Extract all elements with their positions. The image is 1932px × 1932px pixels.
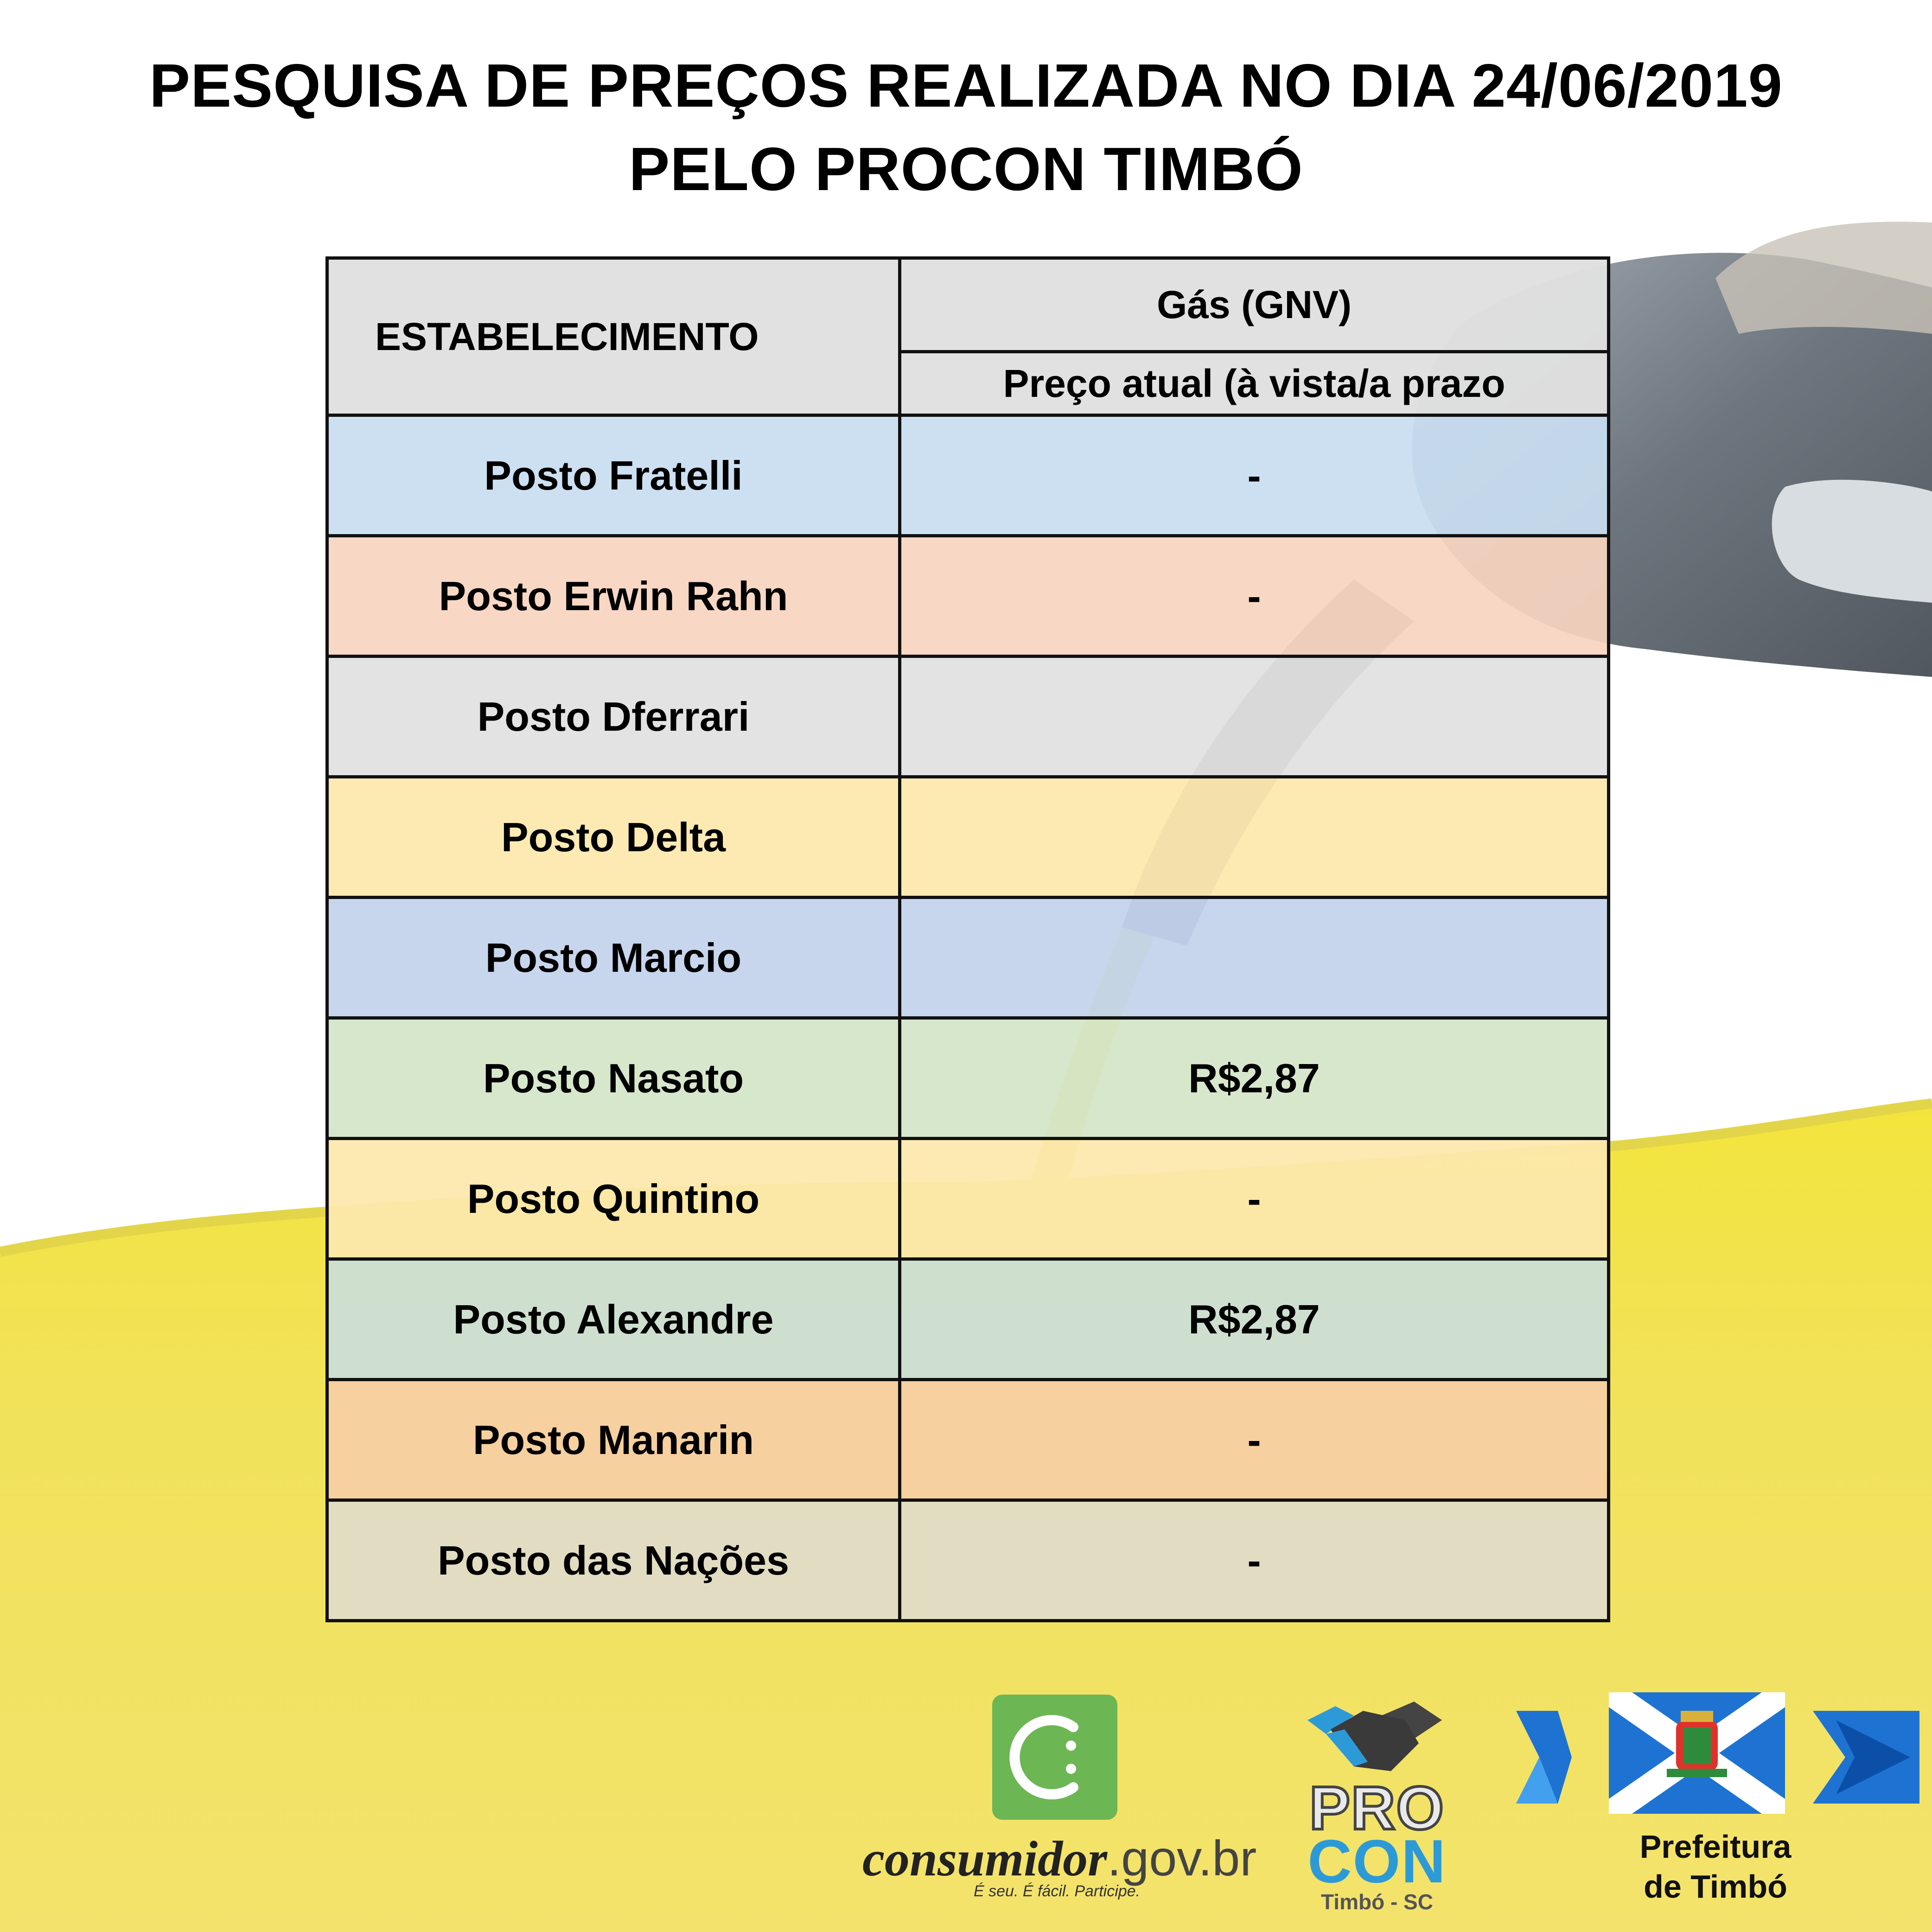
table-row	[327, 898, 1609, 1018]
establishment-name-cell: Posto Marcio	[327, 898, 900, 1018]
price-cell: R$2,87	[900, 1018, 1609, 1139]
table-row	[327, 657, 1609, 777]
table-row	[327, 1018, 1609, 1139]
table-body	[327, 415, 1609, 1621]
price-cell	[900, 657, 1609, 777]
table-row	[327, 777, 1609, 898]
price-cell: -	[900, 415, 1609, 536]
table-row	[327, 1500, 1609, 1621]
consumidor-gov-logo	[862, 1695, 1257, 1900]
prefeitura-name: Prefeitura de Timbó	[1639, 1829, 1792, 1905]
procon-city-text: Timbó - SC	[1321, 1890, 1433, 1914]
header-price: Preço atual (à vista/a prazo	[900, 352, 1609, 415]
price-cell	[900, 898, 1609, 1018]
table-row	[327, 1139, 1609, 1259]
price-table	[325, 256, 1610, 1622]
handshake-icon	[1298, 1692, 1451, 1780]
establishment-name-cell: Posto Dferrari	[327, 657, 900, 777]
procon-con-text: CON	[1307, 1827, 1447, 1895]
title-line-2: PELO PROCON TIMBÓ	[629, 135, 1303, 203]
establishment-name-cell: Posto Delta	[327, 777, 900, 898]
consumidor-wordmark: consumidor.gov.br	[862, 1830, 1257, 1887]
establishment-name-cell: Posto Erwin Rahn	[327, 536, 900, 657]
timbo-flag-icon	[1511, 1692, 1932, 1822]
price-cell: -	[900, 536, 1609, 657]
consumidor-slogan: É seu. É fácil. Participe.	[974, 1882, 1141, 1900]
price-cell	[900, 777, 1609, 898]
table-row	[327, 1259, 1609, 1380]
header-establishment: ESTABELECIMENTO	[327, 258, 900, 415]
establishment-name-cell: Posto Nasato	[327, 1018, 900, 1139]
procon-pro-text: PRO	[1309, 1774, 1445, 1842]
establishment-name-cell: Posto Alexandre	[327, 1259, 900, 1380]
table-row	[327, 415, 1609, 536]
price-cell: -	[900, 1380, 1609, 1500]
price-cell: R$2,87	[900, 1259, 1609, 1380]
title-line-1: PESQUISA DE PREÇOS REALIZADA NO DIA 24/06/2019	[149, 51, 1783, 120]
price-cell: -	[900, 1139, 1609, 1259]
establishment-name-cell: Posto das Nações	[327, 1500, 900, 1621]
header-fuel: Gás (GNV)	[900, 258, 1609, 352]
procon-logo	[1298, 1692, 1451, 1915]
table-row	[327, 1380, 1609, 1500]
table-row	[327, 536, 1609, 657]
establishment-name-cell: Posto Fratelli	[327, 415, 900, 536]
establishment-name-cell: Posto Quintino	[327, 1139, 900, 1259]
page-title	[0, 44, 1932, 211]
establishment-name-cell: Posto Manarin	[327, 1380, 900, 1500]
consumidor-icon	[992, 1695, 1117, 1820]
price-cell: -	[900, 1500, 1609, 1621]
prefeitura-logo	[1511, 1692, 1932, 1915]
